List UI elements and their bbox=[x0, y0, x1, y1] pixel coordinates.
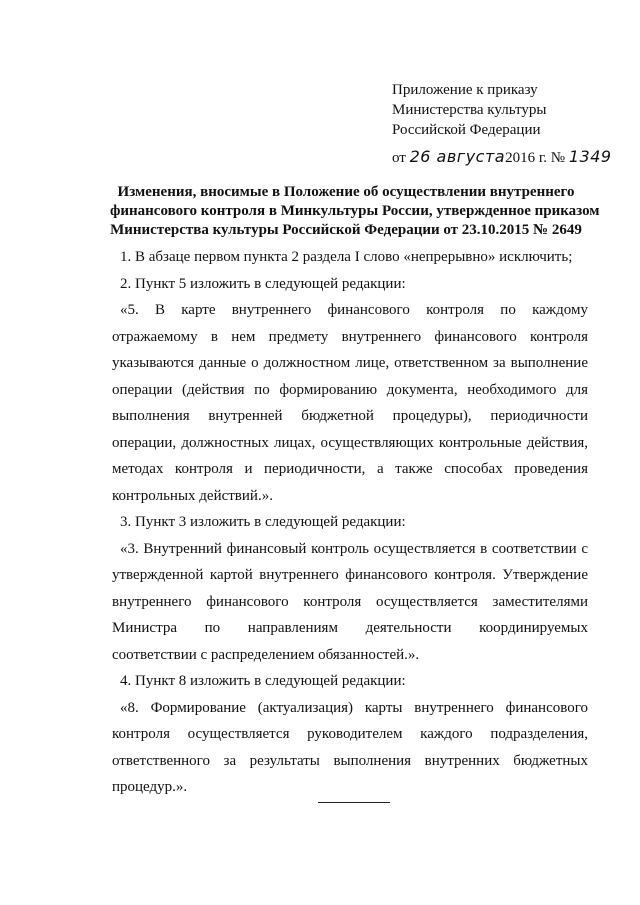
title-line-3: Министерства культуры Российской Федерации от 23.10.2015 № 2649 bbox=[110, 222, 582, 238]
body-line: выполнения внутренней бюджетной процедуры), периодичности bbox=[112, 408, 588, 424]
body-line: внутреннего финансового контроля осуществляется заместителями bbox=[112, 593, 588, 610]
body-line: Министра по направлениям деятельности координируемых bbox=[112, 620, 588, 636]
body-line: 2. Пункт 5 изложить в следующей редакции: bbox=[120, 275, 406, 292]
body-line: указываются данные о должностном лице, ответственном за выполнение bbox=[112, 355, 588, 371]
annex-line-1: Приложение к приказу bbox=[392, 82, 538, 98]
annex-line-2: Министерства культуры bbox=[392, 102, 547, 118]
body-line: 3. Пункт 3 изложить в следующей редакции: bbox=[120, 514, 406, 530]
end-separator bbox=[318, 802, 390, 803]
body-line: контроля осуществляется руководителем каждого подразделения, bbox=[112, 726, 588, 742]
handwritten-number: 1349 bbox=[568, 147, 612, 166]
body-line: процедур.». bbox=[112, 779, 188, 795]
handwritten-date: 26 августа bbox=[409, 147, 506, 166]
title-line-1: Изменения, вносимые в Положение об осуществлении внутреннего bbox=[117, 184, 575, 200]
document-body bbox=[112, 244, 588, 801]
order-date-number bbox=[392, 147, 612, 167]
body-line: контрольных действий.». bbox=[112, 487, 273, 504]
order-year: 2016 г. № bbox=[505, 150, 566, 166]
body-line: отражаемому в нем предмету внутреннего финансового контроля bbox=[112, 328, 588, 345]
body-line: «8. Формирование (актуализация) карты внутреннего финансового bbox=[120, 699, 588, 716]
body-line: 4. Пункт 8 изложить в следующей редакции: bbox=[120, 673, 406, 689]
body-line: «5. В карте внутреннего финансового контроля по каждому bbox=[120, 302, 588, 318]
body-line: 1. В абзаце первом пункта 2 раздела I слово «непрерывно» исключить; bbox=[120, 249, 573, 265]
body-line: утвержденной картой внутреннего финансового контроля. Утверждение bbox=[112, 567, 588, 583]
annex-header bbox=[392, 80, 546, 140]
body-line: методах контроля и периодичности, а также способах проведения bbox=[112, 461, 588, 477]
title-line-2: финансового контроля в Минкультуры России, утвержденное приказом bbox=[110, 203, 600, 219]
document-title bbox=[110, 183, 600, 240]
body-line: ответственного за результаты выполнения внутренних бюджетных bbox=[112, 752, 588, 769]
body-line: операции (действия по формированию документа, необходимого для bbox=[112, 381, 588, 398]
body-line: операции, должностных лицах, осуществляющих контрольные действия, bbox=[112, 434, 588, 451]
body-line: соответствии с распределением обязанностей.». bbox=[112, 646, 420, 663]
annex-line-3: Российской Федерации bbox=[392, 122, 541, 138]
order-prefix: от bbox=[392, 150, 406, 166]
body-line: «3. Внутренний финансовый контроль осуществляется в соответствии с bbox=[120, 540, 588, 557]
